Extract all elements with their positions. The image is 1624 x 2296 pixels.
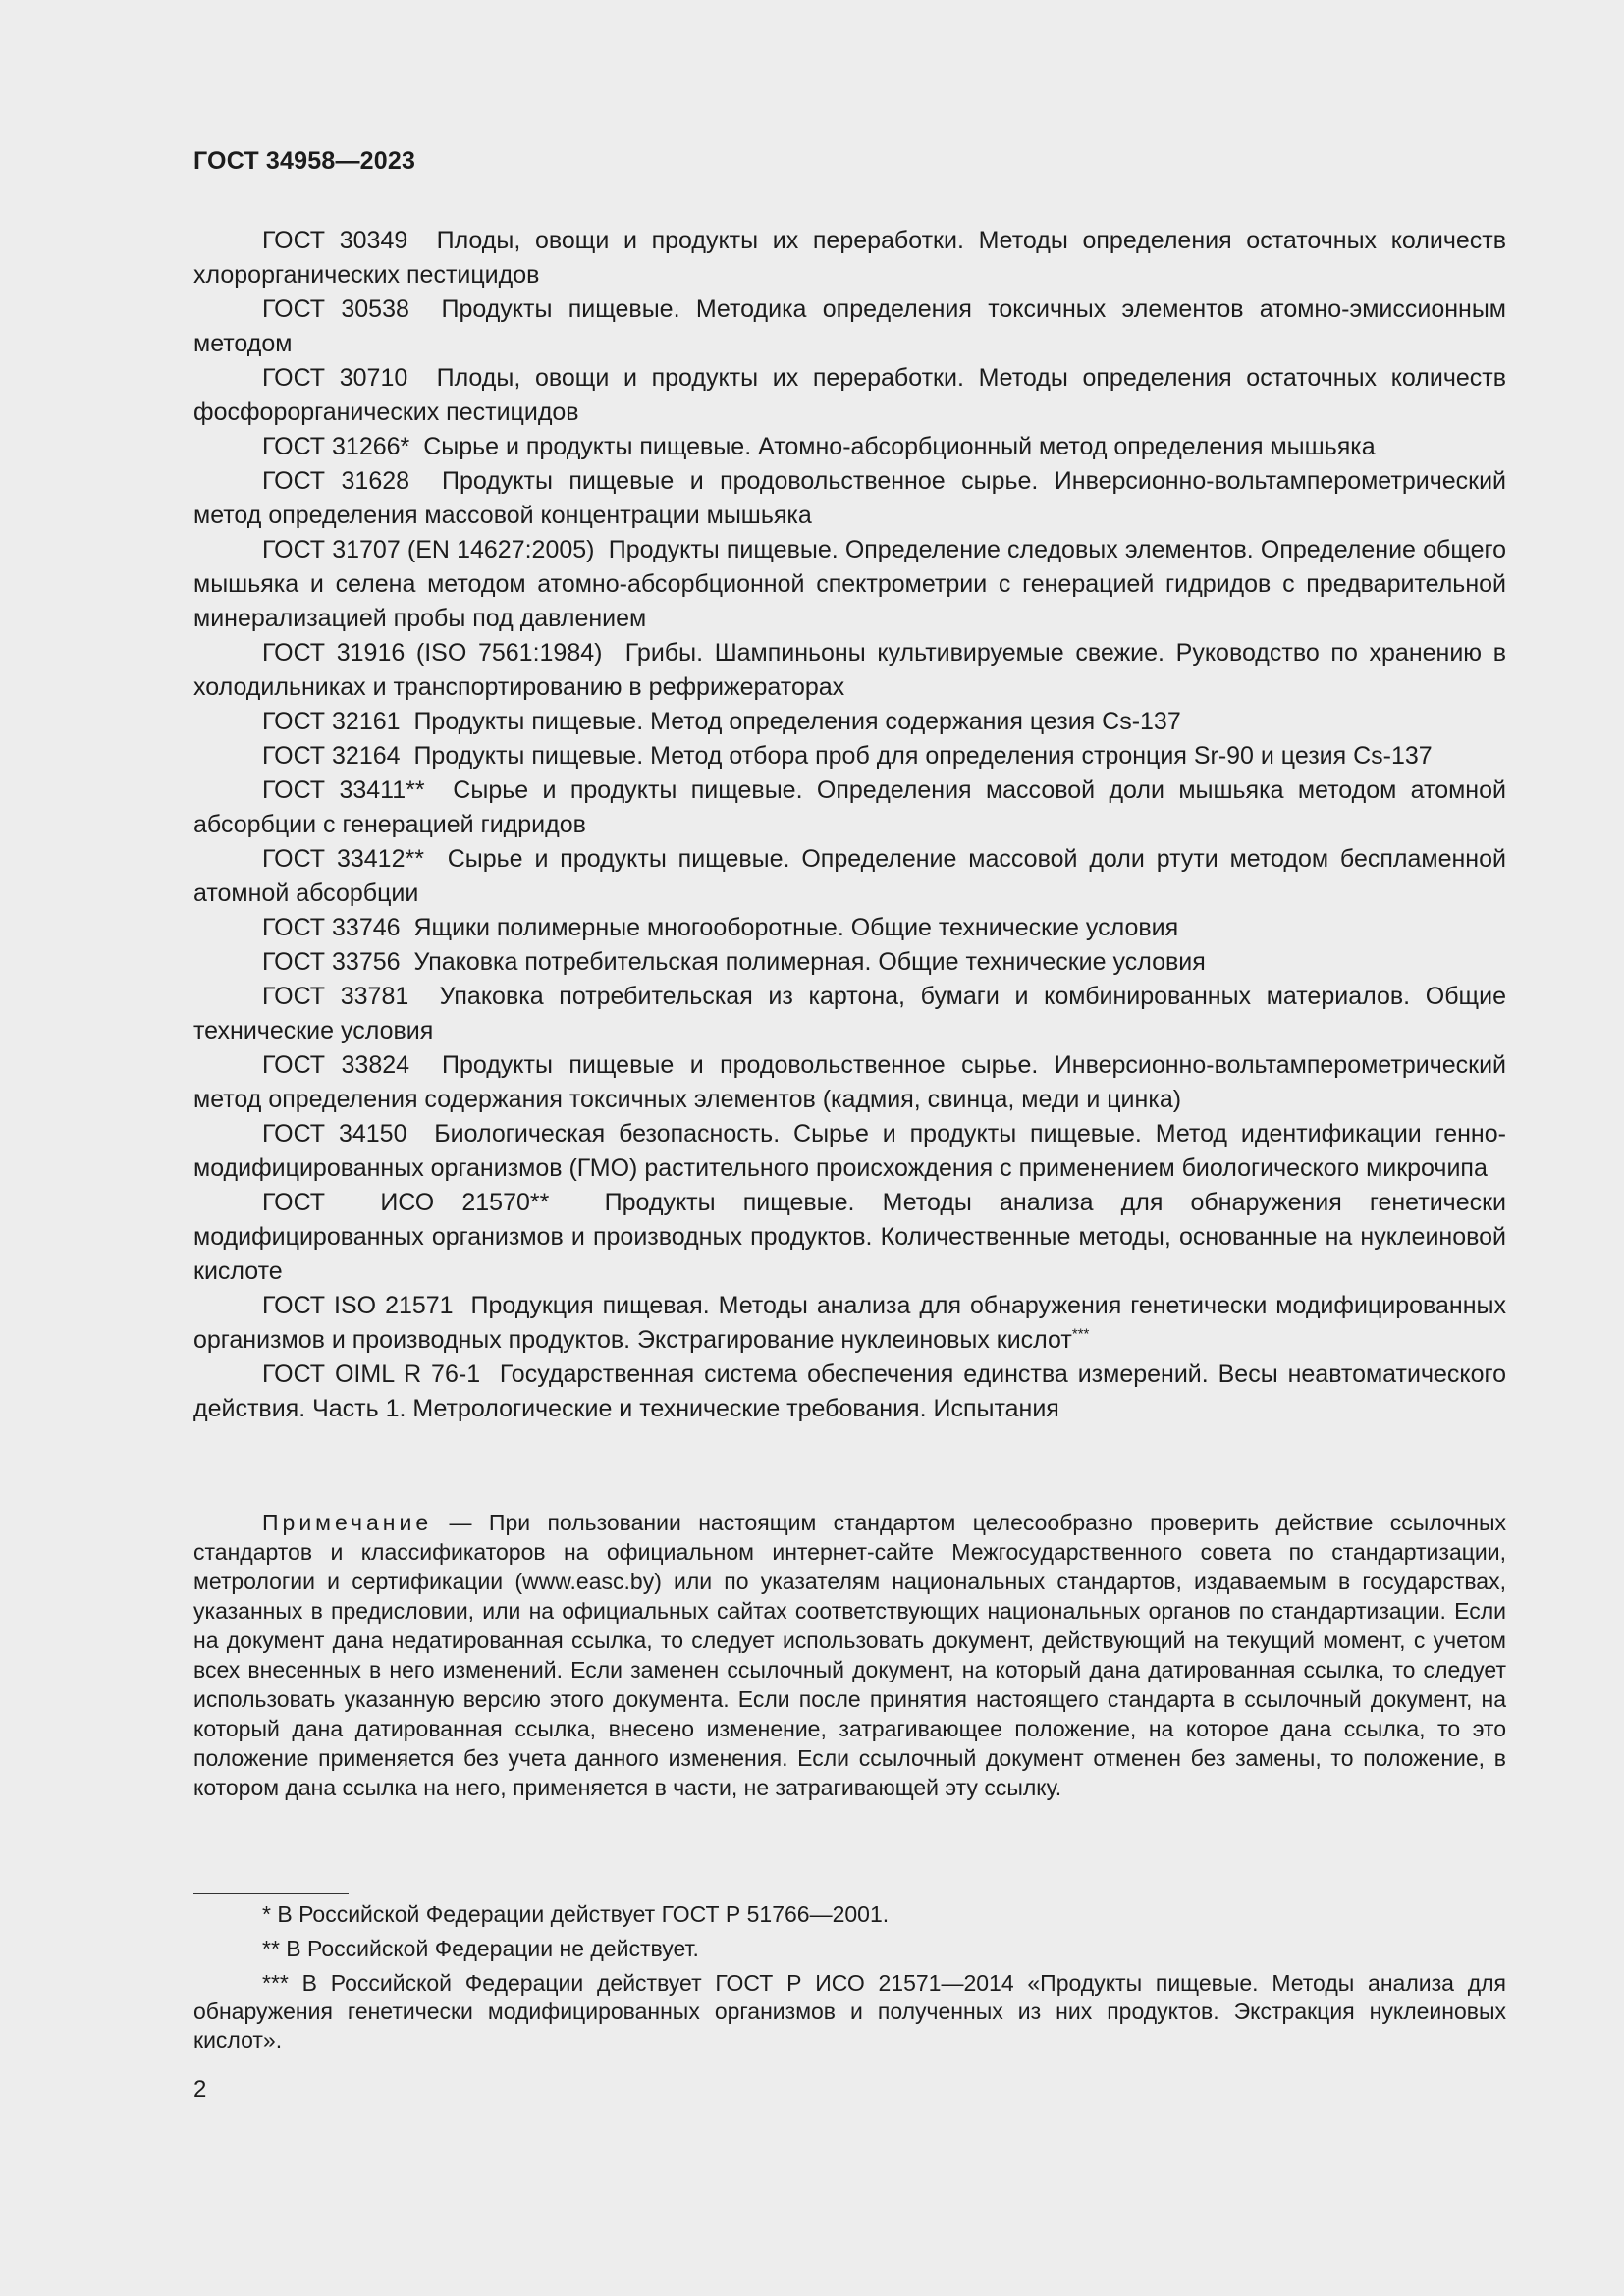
reference-title: Продукты пищевые. Метод определения содержания цезия Cs-137 [413,708,1181,735]
reference-item [193,636,1506,705]
reference-code: ГОСТ 33746 [262,914,401,941]
footnote-mark: * [262,1901,271,1927]
reference-item [193,533,1506,636]
normative-references-list [193,224,1506,1426]
reference-code: ГОСТ 33411** [262,776,425,804]
reference-item [193,705,1506,739]
footnote-mark: ** [262,1936,280,1961]
reference-title: Грибы. Шампиньоны культивируемые свежие. Руководство по хранению в холодильниках и транспортированию в рефрижераторах [193,639,1506,701]
reference-title: Продукты пищевые и продовольственное сырье. Инверсионно-вольтамперометрический метод определения содержания токсичных элементов (кадмия, свинца, меди и цинка) [193,1051,1506,1113]
document-header: ГОСТ 34958—2023 [193,147,416,175]
reference-item [193,774,1506,842]
reference-code: ГОСТ 34150 [262,1120,407,1148]
reference-item [193,1289,1506,1358]
reference-code: ГОСТ ИСО 21570** [262,1189,550,1216]
reference-item [193,1186,1506,1289]
reference-item [193,911,1506,945]
note-dash: — [432,1510,489,1535]
reference-item [193,1117,1506,1186]
reference-code: ГОСТ 32164 [262,742,401,770]
footnote-mark: *** [262,1970,289,1996]
reference-code: ГОСТ 33781 [262,983,409,1010]
reference-title: Продукты пищевые. Методы анализа для обнаружения генетически модифицированных организмов и производных продуктов. Количественные методы, основанные на нуклеиновой кислоте [193,1189,1507,1285]
reference-code: ГОСТ 33824 [262,1051,410,1079]
footnote-divider [193,1893,349,1894]
reference-code: ГОСТ 31628 [262,467,410,495]
reference-code: ГОСТ OIML R 76-1 [262,1361,481,1388]
reference-title: Сырье и продукты пищевые. Атомно-абсорбционный метод определения мышьяка [423,433,1376,460]
reference-item [193,1048,1506,1117]
note-paragraph [193,1508,1506,1802]
note-label: Примечание [262,1510,433,1535]
reference-title: Продукты пищевые. Метод отбора проб для определения стронция Sr-90 и цезия Cs-137 [413,742,1433,770]
footnote-text: В Российской Федерации действует ГОСТ Р 51766—2001. [277,1901,890,1927]
reference-code: ГОСТ 30538 [262,295,409,323]
reference-title: Продукты пищевые и продовольственное сырье. Инверсионно-вольтамперометрический метод определения массовой концентрации мышьяка [193,467,1506,529]
reference-title: Продукция пищевая. Методы анализа для обнаружения генетически модифицированных организмов и производных продуктов. Экстрагирование нуклеиновых кислот [193,1292,1506,1354]
reference-code: ГОСТ 31266* [262,433,410,460]
reference-title: Продукты пищевые. Методика определения токсичных элементов атомно-эмиссионным методом [193,295,1506,357]
footnote-text: В Российской Федерации действует ГОСТ Р ИСО 21571—2014 «Продукты пищевые. Методы анализа для обнаружения генетически модифицированных организмов и полученных из них продуктов. Экстракция нуклеиновых кислот». [193,1970,1507,2053]
reference-title: Упаковка потребительская полимерная. Общие технические условия [413,948,1206,976]
footnote-text: В Российской Федерации не действует. [286,1936,699,1961]
reference-item [193,464,1506,533]
reference-code: ГОСТ 32161 [262,708,401,735]
reference-code: ГОСТ ISO 21571 [262,1292,454,1319]
reference-code: ГОСТ 30349 [262,227,408,254]
reference-title: Упаковка потребительская из картона, бумаги и комбинированных материалов. Общие технические условия [193,983,1506,1044]
footnote-item [193,1935,1506,1963]
reference-code: ГОСТ 31916 (ISO 7561:1984) [262,639,603,667]
footnote-ref-mark: *** [1071,1325,1090,1343]
reference-item [193,224,1506,293]
reference-item [193,980,1506,1048]
reference-code: ГОСТ 33756 [262,948,401,976]
reference-title: Государственная система обеспечения единства измерений. Весы неавтоматического действия. Часть 1. Метрологические и технические требования. Испытания [193,1361,1506,1422]
reference-code: ГОСТ 33412** [262,845,424,873]
reference-code: ГОСТ 30710 [262,364,408,392]
note-text: При пользовании настоящим стандартом целесообразно проверить действие ссылочных стандартов и классификаторов на официальном интернет-сайте Межгосударственного совета по стандартизации, метрологии и сертификации (www.easc.by) или по указателям национальных стандартов, издаваемым в государствах, указанных в предисловии, или на официальных сайтах соответствующих национальных органов по стандартизации. Если на документ дана недатированная ссылка, то следует использовать документ, действующий на текущий момент, с учетом всех внесенных в него изменений. Если заменен ссылочный документ, на который дана датированная ссылка, то следует использовать указанную версию этого документа. Если после принятия настоящего стандарта в ссылочный документ, на который дана датированная ссылка, внесено изменение, затрагивающее положение, на которое дана ссылка, то это положение применяется без учета данного изменения. Если ссылочный документ отменен без замены, то положение, в котором дана ссылка на него, применяется в части, не затрагивающей эту ссылку. [193,1510,1506,1800]
reference-item [193,293,1506,361]
footnote-item [193,1969,1506,2055]
reference-item [193,739,1506,774]
reference-item [193,842,1506,911]
reference-item [193,361,1506,430]
reference-title: Продукты пищевые. Определение следовых элементов. Определение общего мышьяка и селена методом атомно-абсорбционной спектрометрии с генерацией гидридов с предварительной минерализацией пробы под давлением [193,536,1506,632]
reference-item [193,430,1506,464]
page-number: 2 [193,2076,207,2103]
footnote-item [193,1900,1506,1929]
reference-title: Сырье и продукты пищевые. Определение массовой доли ртути методом беспламенной атомной абсорбции [193,845,1506,907]
reference-item [193,945,1506,980]
reference-code: ГОСТ 31707 (EN 14627:2005) [262,536,595,563]
reference-title: Плоды, овощи и продукты их переработки. Методы определения остаточных количеств хлорорганических пестицидов [193,227,1506,289]
reference-title: Ящики полимерные многооборотные. Общие технические условия [413,914,1179,941]
reference-item [193,1358,1506,1426]
footnotes-list [193,1900,1506,2060]
reference-title: Плоды, овощи и продукты их переработки. Методы определения остаточных количеств фосфорорганических пестицидов [193,364,1506,426]
reference-title: Сырье и продукты пищевые. Определения массовой доли мышьяка методом атомной абсорбции с генерацией гидридов [193,776,1506,838]
reference-title: Биологическая безопасность. Сырье и продукты пищевые. Метод идентификации генно-модифицированных организмов (ГМО) растительного происхождения с применением биологического микрочипа [193,1120,1506,1182]
